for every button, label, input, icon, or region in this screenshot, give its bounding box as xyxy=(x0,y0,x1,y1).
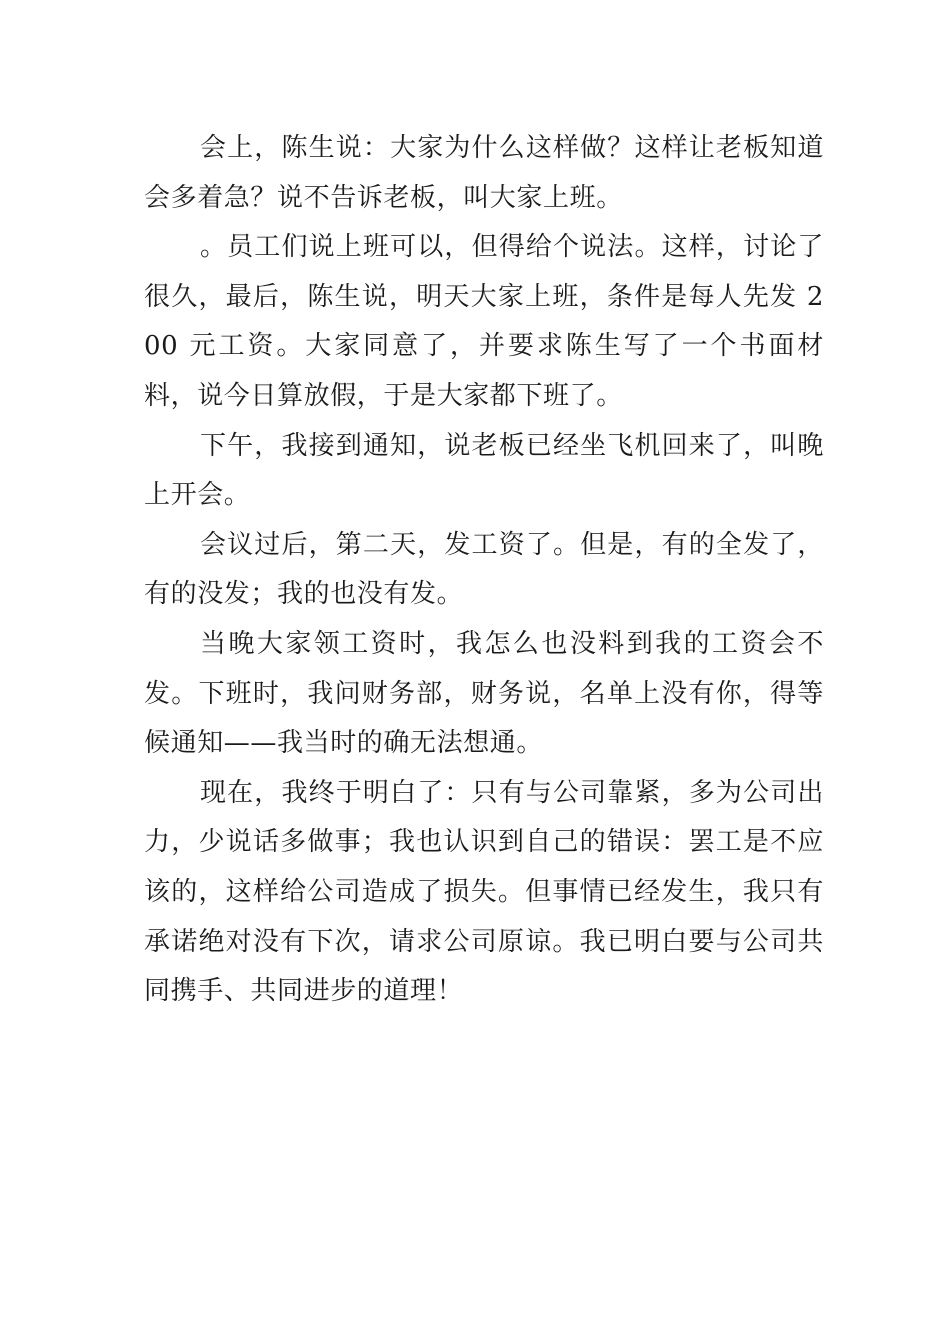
paragraph-unpaid: 当晚大家领工资时，我怎么也没料到我的工资会不发。下班时，我问财务部，财务说，名单上没有你，得等候通知——我当时的确无法想通。 xyxy=(144,628,824,759)
paragraph-notice: 下午，我接到通知，说老板已经坐飞机回来了，叫晚上开会。 xyxy=(144,430,824,511)
document-body xyxy=(144,124,824,1017)
paragraph-meeting: 会上，陈生说：大家为什么这样做？这样让老板知道会多着急？说不告诉老板，叫大家上班。 xyxy=(144,133,824,213)
paragraph-reflection: 现在，我终于明白了：只有与公司靠紧，多为公司出力，少说话多做事；我也认识到自己的错误：罢工是不应该的，这样给公司造成了损失。但事情已经发生，我只有承诺绝对没有下次，请求公司原谅。我已明白要与公司共同携手、共同进步的道理！ xyxy=(144,777,824,1007)
paragraph-payday: 会议过后，第二天，发工资了。但是，有的全发了，有的没发；我的也没有发。 xyxy=(144,529,824,610)
paragraph-negotiation: 。员工们说上班可以，但得给个说法。这样，讨论了很久，最后，陈生说，明天大家上班，条件是每人先发 200 元工资。大家同意了，并要求陈生写了一个书面材料，说今日算放假，于是大家都下班了。 xyxy=(144,232,824,411)
